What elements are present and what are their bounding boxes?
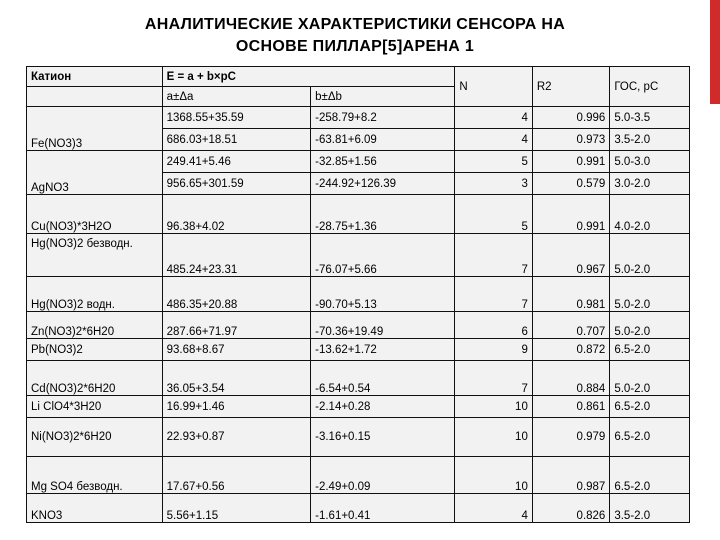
r2-cell: 0.991 (532, 195, 609, 234)
r2-cell: 0.991 (532, 151, 609, 173)
range-cell: 3.5-2.0 (610, 129, 690, 151)
header-blank (27, 87, 163, 107)
a-cell: 249.41+5.46 (162, 151, 311, 173)
table-row (27, 107, 690, 129)
table-row (27, 195, 690, 234)
r2-cell: 0.967 (532, 234, 609, 277)
range-cell: 5.0-3.5 (610, 107, 690, 129)
b-cell: -70.36+19.49 (311, 312, 455, 339)
n-cell: 4 (455, 129, 532, 151)
cation-cell: Hg(NO3)2 водн. (27, 277, 163, 312)
n-cell: 9 (455, 339, 532, 361)
b-cell: -6.54+0.54 (311, 361, 455, 396)
table-row (27, 151, 690, 173)
title-line-1: АНАЛИТИЧЕСКИЕ ХАРАКТЕРИСТИКИ СЕНСОРА НА (144, 16, 566, 33)
header-b: b±Δb (311, 87, 455, 107)
a-cell: 686.03+18.51 (162, 129, 311, 151)
header-row-1 (27, 67, 690, 87)
b-cell: -2.14+0.28 (311, 396, 455, 418)
table-row (27, 339, 690, 361)
r2-cell: 0.707 (532, 312, 609, 339)
cation-cell: Fe(NO3)3 (27, 107, 163, 151)
a-cell: 1368.55+35.59 (162, 107, 311, 129)
b-cell: -13.62+1.72 (311, 339, 455, 361)
cation-cell: Li ClO4*3H20 (27, 396, 163, 418)
range-cell: 5.0-2.0 (610, 361, 690, 396)
a-cell: 956.65+301.59 (162, 173, 311, 195)
n-cell: 7 (455, 277, 532, 312)
r2-cell: 0.579 (532, 173, 609, 195)
range-cell: 5.0-2.0 (610, 277, 690, 312)
a-cell: 93.68+8.67 (162, 339, 311, 361)
cation-cell: Zn(NO3)2*6H20 (27, 312, 163, 339)
r2-cell: 0.884 (532, 361, 609, 396)
r2-cell: 0.981 (532, 277, 609, 312)
r2-cell: 0.872 (532, 339, 609, 361)
n-cell: 6 (455, 312, 532, 339)
n-cell: 4 (455, 494, 532, 523)
b-cell: -244.92+126.39 (311, 173, 455, 195)
n-cell: 7 (455, 234, 532, 277)
range-cell: 3.0-2.0 (610, 173, 690, 195)
b-cell: -90.70+5.13 (311, 277, 455, 312)
a-cell: 287.66+71.97 (162, 312, 311, 339)
cation-cell: Mg SO4 безводн. (27, 457, 163, 494)
b-cell: -32.85+1.56 (311, 151, 455, 173)
r2-cell: 0.979 (532, 418, 609, 457)
r2-cell: 0.973 (532, 129, 609, 151)
a-cell: 5.56+1.15 (162, 494, 311, 523)
title-line-2: ОСНОВЕ ПИЛЛАР[5]АРЕНА 1 (235, 38, 475, 55)
table-row (27, 396, 690, 418)
table-row (27, 418, 690, 457)
n-cell: 10 (455, 457, 532, 494)
n-cell: 5 (455, 195, 532, 234)
r2-cell: 0.987 (532, 457, 609, 494)
cation-cell: KNO3 (27, 494, 163, 523)
r2-cell: 0.996 (532, 107, 609, 129)
b-cell: -3.16+0.15 (311, 418, 455, 457)
n-cell: 4 (455, 107, 532, 129)
cation-cell: Pb(NO3)2 (27, 339, 163, 361)
range-cell: 5.0-2.0 (610, 312, 690, 339)
b-cell: -76.07+5.66 (311, 234, 455, 277)
a-cell: 486.35+20.88 (162, 277, 311, 312)
n-cell: 7 (455, 361, 532, 396)
header-a: a±Δa (162, 87, 311, 107)
range-cell: 5.0-3.0 (610, 151, 690, 173)
header-equation: E = a + b×pC (162, 67, 455, 87)
range-cell: 6.5-2.0 (610, 418, 690, 457)
slide-title (110, 14, 600, 58)
cation-cell: Cu(NO3)*3H2O (27, 195, 163, 234)
n-cell: 3 (455, 173, 532, 195)
b-cell: -28.75+1.36 (311, 195, 455, 234)
table-row (27, 312, 690, 339)
a-cell: 96.38+4.02 (162, 195, 311, 234)
header-r2: R2 (532, 67, 609, 107)
cation-cell: Hg(NO3)2 безводн. (27, 234, 163, 277)
table-row (27, 361, 690, 396)
a-cell: 16.99+1.46 (162, 396, 311, 418)
range-cell: 4.0-2.0 (610, 195, 690, 234)
header-n: N (455, 67, 532, 107)
sensor-characteristics-table (26, 66, 690, 523)
n-cell: 10 (455, 396, 532, 418)
b-cell: -63.81+6.09 (311, 129, 455, 151)
a-cell: 22.93+0.87 (162, 418, 311, 457)
table-row (27, 457, 690, 494)
range-cell: 6.5-2.0 (610, 457, 690, 494)
table-row (27, 234, 690, 277)
table-row (27, 494, 690, 523)
header-cation: Катион (27, 67, 163, 87)
range-cell: 5.0-2.0 (610, 234, 690, 277)
a-cell: 17.67+0.56 (162, 457, 311, 494)
r2-cell: 0.861 (532, 396, 609, 418)
a-cell: 36.05+3.54 (162, 361, 311, 396)
table-row (27, 277, 690, 312)
range-cell: 6.5-2.0 (610, 339, 690, 361)
cation-cell: Ni(NO3)2*6H20 (27, 418, 163, 457)
cation-cell: AgNO3 (27, 151, 163, 195)
header-range: ГОС, pC (610, 67, 690, 107)
n-cell: 5 (455, 151, 532, 173)
b-cell: -2.49+0.09 (311, 457, 455, 494)
accent-bar (710, 0, 720, 104)
range-cell: 6.5-2.0 (610, 396, 690, 418)
cation-cell: Cd(NO3)2*6H20 (27, 361, 163, 396)
r2-cell: 0.826 (532, 494, 609, 523)
n-cell: 10 (455, 418, 532, 457)
range-cell: 3.5-2.0 (610, 494, 690, 523)
b-cell: -258.79+8.2 (311, 107, 455, 129)
a-cell: 485.24+23.31 (162, 234, 311, 277)
b-cell: -1.61+0.41 (311, 494, 455, 523)
